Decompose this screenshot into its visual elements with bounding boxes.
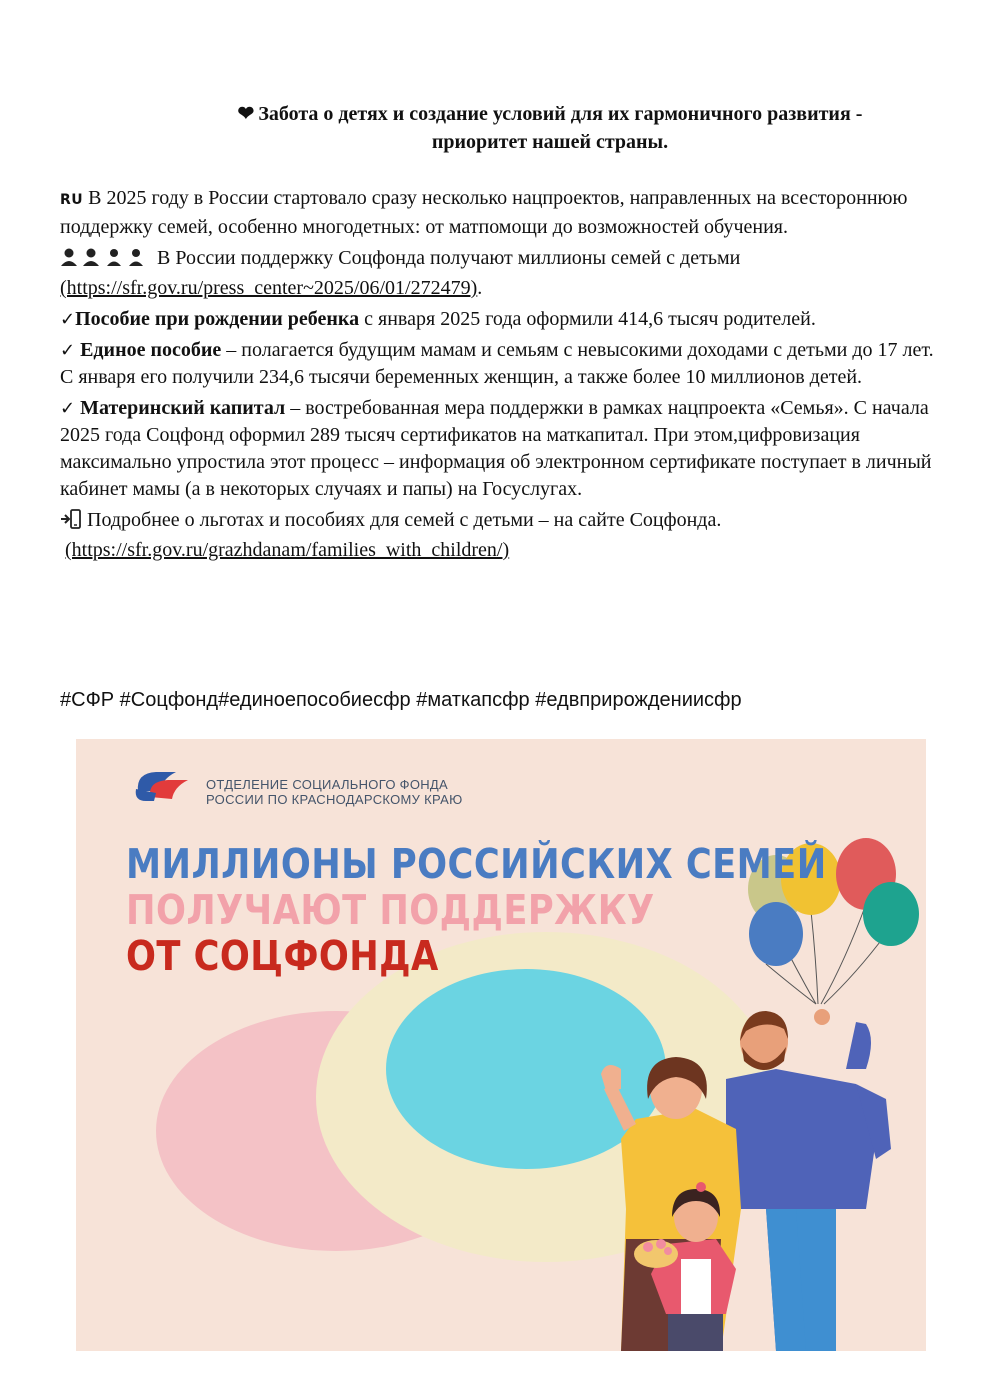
poster-heading-line3: ОТ СОЦФОНДА bbox=[126, 932, 439, 980]
paragraph-birth-allowance bbox=[60, 306, 950, 333]
poster-heading-line2: ПОЛУЧАЮТ ПОДДЕРЖКУ bbox=[126, 886, 655, 934]
families-with-children-link[interactable]: (https://sfr.gov.ru/grazhdanam/families_with_children/) bbox=[65, 539, 510, 561]
poster-heading-line1: МИЛЛИОНЫ РОССИЙСКИХ СЕМЕЙ bbox=[126, 840, 827, 888]
org-line1: ОТДЕЛЕНИЕ СОЦИАЛЬНОГО ФОНДА bbox=[206, 777, 448, 792]
paragraph-intro bbox=[60, 185, 950, 241]
paragraph-support-text: В России поддержку Соцфонда получают миллионы семей с детьми bbox=[157, 247, 741, 269]
check-icon: ✓ bbox=[60, 340, 76, 361]
family-icons bbox=[60, 247, 152, 275]
page-title bbox=[150, 100, 950, 156]
press-center-link[interactable]: (https://sfr.gov.ru/press_center~2025/06/01/272479) bbox=[60, 277, 478, 299]
phone-arrow-icon bbox=[60, 509, 82, 537]
maternity-capital-text: – востребованная мера поддержки в рамках нацпроекта «Семья». С начала 2025 года Соцфонд оформил 289 тысяч сертификатов на маткапитал. При этом,цифровизация максимально упростила этот процесс – информация об электронном сертификате поступает в личный кабинет мамы (а в некоторых случаях и папы) на Госуслугах. bbox=[60, 397, 932, 500]
maternity-capital-title: Материнский капитал bbox=[80, 397, 286, 419]
more-info-text: Подробнее о льготах и пособиях для семей с детьми – на сайте Соцфонда. bbox=[87, 509, 722, 531]
poster-image bbox=[76, 739, 926, 1351]
paragraph-maternity-capital bbox=[60, 395, 950, 503]
check-icon: ✓ bbox=[60, 398, 76, 419]
unified-allowance-title: Единое пособие bbox=[80, 339, 222, 361]
check-icon: ✓ bbox=[60, 309, 76, 330]
sfr-logo-icon bbox=[136, 772, 188, 801]
title-line2: приоритет нашей страны. bbox=[431, 131, 669, 153]
paragraph-unified-allowance bbox=[60, 337, 950, 391]
org-name bbox=[206, 777, 463, 807]
paragraph-support bbox=[60, 245, 950, 302]
poster-illustration bbox=[76, 739, 926, 1351]
hashtags: #СФР #Соцфонд#единоепособиесфр #маткапсфр #едвприрождениисфр bbox=[60, 689, 742, 711]
ru-flag-icon: RU bbox=[60, 192, 84, 208]
paragraph-intro-text: В 2025 году в России стартовало сразу несколько нацпроектов, направленных на всестороннюю поддержку семей, особенно многодетных: от матпомощи до возможностей обучения. bbox=[60, 187, 908, 238]
org-line2: РОССИИ ПО КРАСНОДАРСКОМУ КРАЮ bbox=[206, 792, 463, 807]
title-line1: Забота о детях и создание условий для их гармоничного развития - bbox=[258, 103, 863, 125]
paragraph-more-info bbox=[60, 507, 950, 564]
unified-allowance-text: – полагается будущим мамам и семьям с невысокими доходами с детьми до 17 лет. С января его получили 234,6 тысячи беременных женщин, а также более 10 миллионов детей. bbox=[60, 339, 934, 388]
title-line1-row bbox=[150, 100, 950, 128]
article-body bbox=[60, 185, 950, 568]
birth-allowance-text: с января 2025 года оформили 414,6 тысяч родителей. bbox=[359, 308, 816, 330]
birth-allowance-title: Пособие при рождении ребенка bbox=[75, 308, 360, 330]
paragraph-support-end: . bbox=[477, 277, 483, 299]
heart-icon: ❤ bbox=[237, 103, 255, 125]
